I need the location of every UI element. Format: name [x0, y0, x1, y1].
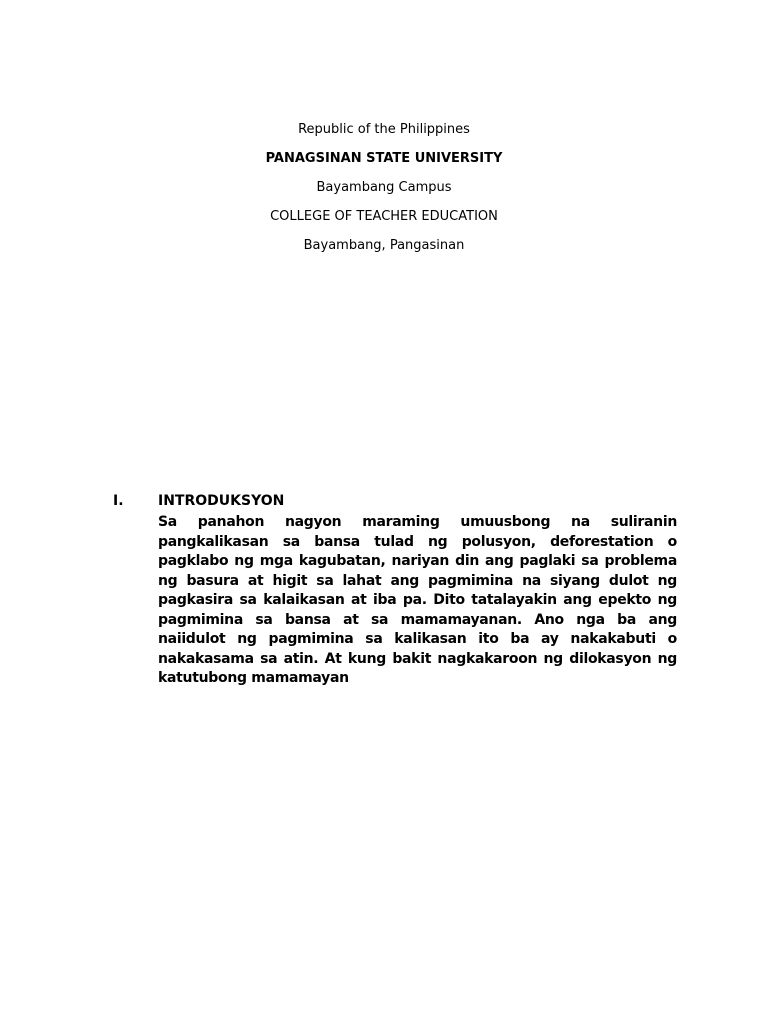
section-title: INTRODUKSYON [158, 493, 285, 509]
section-body: Sa panahon nagyon maraming umuusbong na suliranin pangkalikasan sa bansa tulad ng polusyon, deforestation o pagklabo ng mga kagubatan, nariyan din ang paglaki sa problema ng basura at higit sa lahat ang pagmimina na siyang dulot ng pagkasira sa kalaikasan at iba pa. Dito tatalayakin ang epekto ng pagmimina sa bansa at sa mamamayanan. Ano nga ba ang naiidulot ng pagmimina sa kalikasan ito ba ay nakakabuti o nakakasama sa atin. At kung bakit nagkakaroon ng dilokasyon ng katutubong mamamayan [158, 514, 677, 686]
campus-name: Bayambang Campus [316, 180, 452, 195]
college-name: COLLEGE OF TEACHER EDUCATION [270, 209, 498, 224]
university-name: PANAGSINAN STATE UNIVERSITY [265, 151, 503, 166]
section-number: I. [113, 493, 124, 509]
country-line: Republic of the Philippines [298, 122, 470, 137]
location-line: Bayambang, Pangasinan [303, 238, 465, 253]
